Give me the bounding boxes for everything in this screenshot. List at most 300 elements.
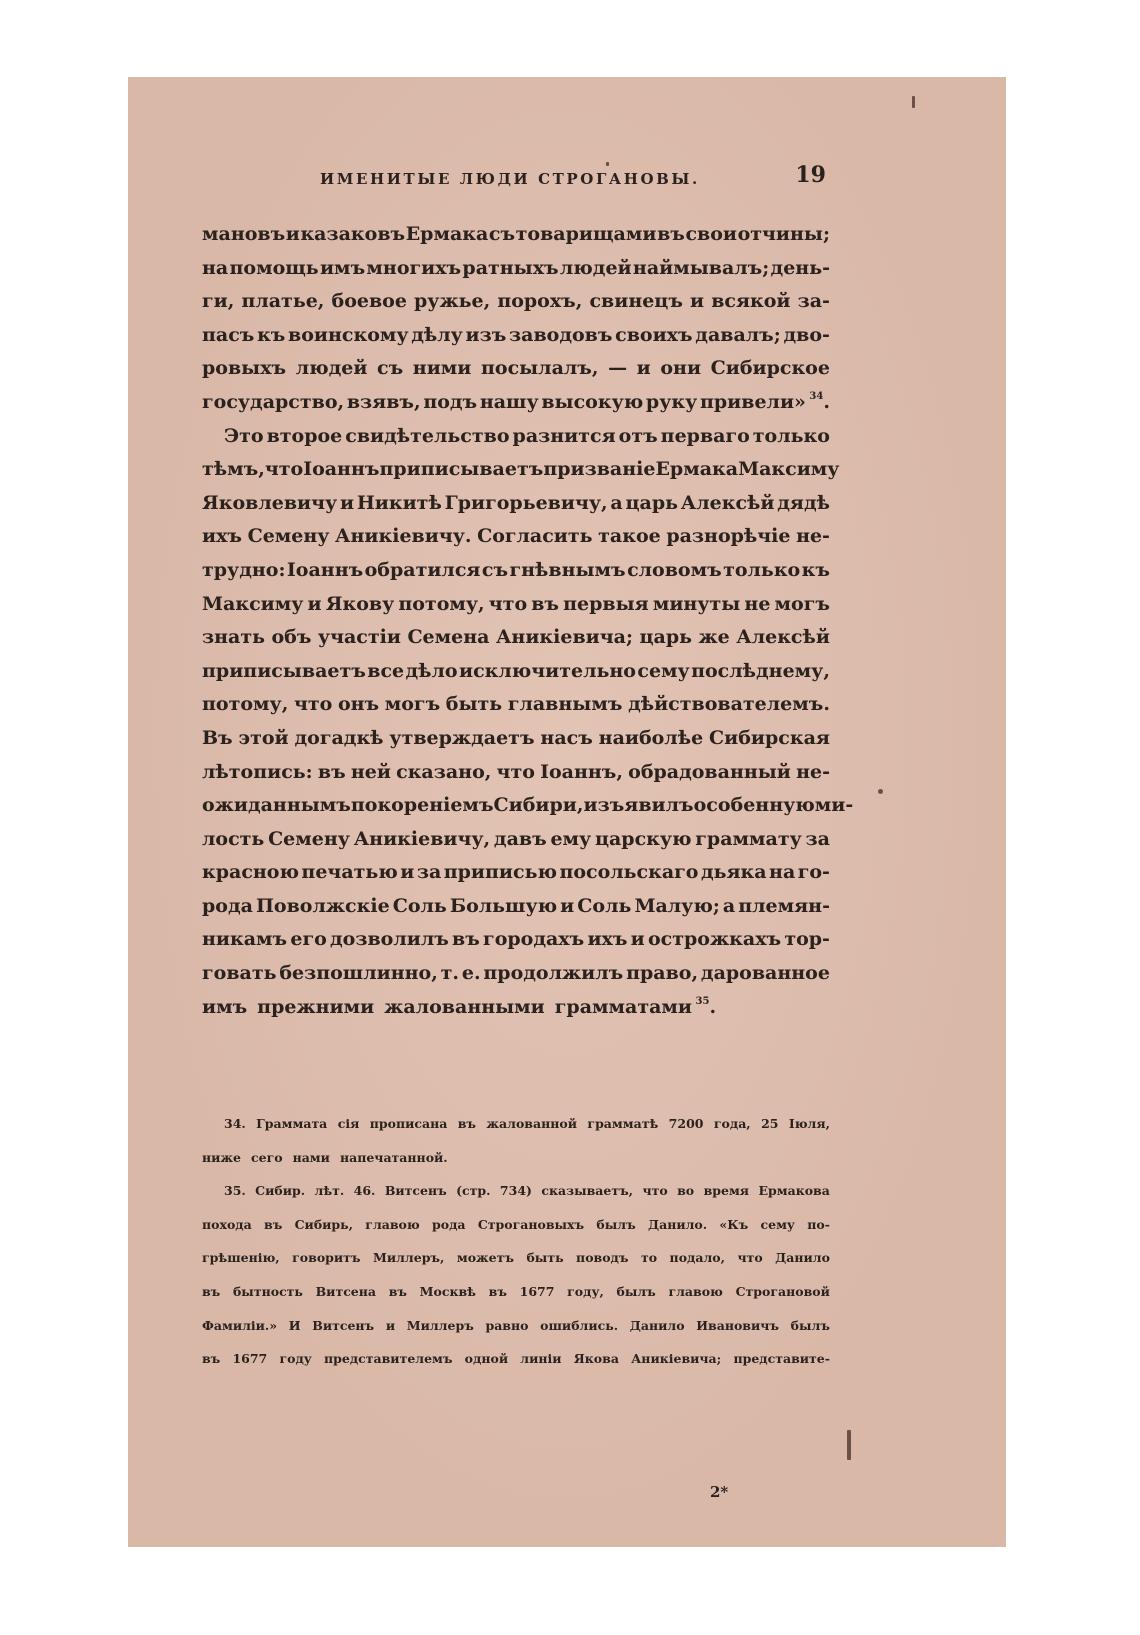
printer-signature: 2* bbox=[710, 1483, 729, 1501]
word: Аникіевичу, bbox=[353, 827, 491, 850]
word: «Къ bbox=[719, 1216, 749, 1232]
word: людей bbox=[559, 256, 632, 279]
word: дядѣ bbox=[777, 491, 830, 514]
word: нашу bbox=[479, 390, 539, 413]
word: воинскому bbox=[288, 323, 409, 346]
word: Аникіевича; bbox=[495, 626, 633, 649]
word: Ивановичъ bbox=[696, 1317, 779, 1333]
word: Максиму bbox=[738, 458, 840, 481]
word: трудно: bbox=[202, 558, 286, 581]
word: въ bbox=[452, 928, 480, 951]
word: подало, bbox=[669, 1250, 725, 1266]
word: по- bbox=[807, 1216, 830, 1232]
body-line bbox=[202, 789, 854, 823]
word: Данило bbox=[775, 1250, 830, 1266]
word: съ bbox=[377, 357, 404, 380]
word: ружье, bbox=[414, 290, 491, 313]
running-title: ИМЕНИТЫЕ ЛЮДИ СТРОГАНОВЫ. bbox=[320, 170, 700, 188]
word: городахъ bbox=[483, 928, 585, 951]
word: дѣйствователемъ. bbox=[628, 693, 830, 716]
word: Данило bbox=[629, 1317, 685, 1333]
word: изъявилъ bbox=[583, 794, 694, 817]
word: дозволилъ bbox=[330, 928, 449, 951]
word: лость bbox=[202, 827, 265, 850]
word: Миллеръ bbox=[406, 1317, 474, 1333]
word: прописана bbox=[369, 1116, 448, 1131]
word: въ bbox=[202, 1351, 221, 1367]
body-line bbox=[202, 453, 840, 487]
word: ратныхъ bbox=[462, 256, 559, 279]
word: свинецъ bbox=[589, 290, 683, 313]
word: въ bbox=[531, 592, 560, 615]
word: Никитѣ bbox=[356, 491, 442, 514]
word: напечатанной. bbox=[339, 1149, 448, 1165]
word: ней bbox=[350, 760, 391, 783]
word: Миллеръ, bbox=[373, 1250, 445, 1266]
word: 25 bbox=[761, 1116, 779, 1131]
word: острожкахъ bbox=[648, 928, 782, 951]
body-line bbox=[202, 420, 830, 454]
word: изъ bbox=[465, 323, 507, 346]
word: ему bbox=[550, 827, 592, 850]
word: въ bbox=[388, 1283, 407, 1299]
word: Максиму bbox=[202, 592, 304, 615]
word: граммату bbox=[695, 827, 802, 850]
word: участіи bbox=[317, 626, 401, 649]
word: 34. bbox=[224, 1116, 246, 1131]
word: могъ bbox=[774, 592, 830, 615]
word: не- bbox=[796, 760, 830, 783]
word: что bbox=[293, 693, 333, 716]
footnote-ref: 34 bbox=[805, 390, 824, 402]
word: день- bbox=[770, 256, 830, 279]
word: ги, bbox=[202, 290, 235, 313]
main-text bbox=[202, 218, 854, 1024]
word: во bbox=[677, 1183, 695, 1199]
word: линіи bbox=[520, 1351, 562, 1367]
scan-speck bbox=[878, 789, 883, 794]
word: рода bbox=[202, 894, 253, 917]
word: Это bbox=[224, 424, 264, 447]
word: Іоаннъ bbox=[303, 458, 380, 481]
word: ними bbox=[412, 357, 472, 380]
word: привели» $^{34}$. bbox=[699, 390, 830, 413]
word: могъ bbox=[384, 693, 441, 716]
word: главою bbox=[668, 1283, 723, 1299]
word: къ bbox=[801, 558, 830, 581]
word: Іоаннъ bbox=[286, 558, 364, 581]
word: разнится bbox=[512, 424, 616, 447]
word: давалъ; bbox=[695, 323, 781, 346]
word: никамъ bbox=[202, 928, 288, 951]
word: не bbox=[744, 592, 771, 615]
word: Москвѣ bbox=[419, 1283, 476, 1299]
word: все bbox=[367, 659, 405, 682]
word: быть bbox=[445, 693, 503, 716]
word: порохъ, bbox=[497, 290, 583, 313]
word: на bbox=[202, 256, 229, 279]
word: равно bbox=[485, 1317, 529, 1333]
word: Сибир. bbox=[255, 1183, 306, 1199]
word: въ bbox=[488, 1283, 507, 1299]
word: казаковъ bbox=[300, 223, 406, 245]
word: отчины; bbox=[737, 223, 830, 245]
word: онъ bbox=[337, 693, 380, 716]
word: Якову bbox=[325, 592, 395, 615]
word: не- bbox=[796, 525, 830, 548]
word: 35. bbox=[224, 1183, 246, 1199]
word: году bbox=[279, 1351, 312, 1367]
word: всякой bbox=[711, 290, 791, 313]
word: рода bbox=[432, 1216, 466, 1232]
word: имъ bbox=[202, 995, 248, 1018]
footnote-line bbox=[202, 1244, 830, 1278]
word: приписываетъ bbox=[379, 458, 544, 481]
word: похода bbox=[202, 1216, 252, 1232]
word: можетъ bbox=[456, 1250, 514, 1266]
word: призваніе bbox=[543, 458, 656, 481]
word: царскую bbox=[594, 827, 692, 850]
word: Соль bbox=[577, 894, 632, 917]
word: утверждаетъ bbox=[389, 726, 535, 749]
word: Большую bbox=[449, 894, 558, 917]
word: въ bbox=[317, 760, 346, 783]
word: только bbox=[723, 558, 801, 581]
word: что bbox=[488, 592, 528, 615]
word: Данило. bbox=[647, 1216, 708, 1232]
word: подъ bbox=[423, 390, 478, 413]
footnote-ref: 35 bbox=[692, 995, 710, 1007]
word: говоритъ bbox=[292, 1250, 361, 1266]
word: только bbox=[752, 424, 830, 447]
word: го- bbox=[797, 861, 830, 884]
word: царь bbox=[639, 626, 692, 649]
word: наиболѣе bbox=[598, 726, 704, 749]
word: и bbox=[560, 894, 575, 917]
body-line bbox=[202, 487, 830, 521]
page-header bbox=[200, 162, 830, 202]
word: ровыхъ bbox=[202, 357, 287, 380]
word: Алексѣй bbox=[680, 491, 775, 514]
word: одной bbox=[464, 1351, 509, 1367]
word: сія bbox=[337, 1116, 360, 1131]
word: племян- bbox=[738, 894, 830, 917]
body-line bbox=[202, 554, 830, 588]
word: Іюля, bbox=[788, 1116, 830, 1131]
word: году, bbox=[567, 1283, 604, 1299]
word: платье, bbox=[241, 290, 325, 313]
word: время bbox=[703, 1183, 750, 1199]
word: — bbox=[608, 357, 628, 380]
word: Якова bbox=[573, 1351, 619, 1367]
word: Поволжскіе bbox=[255, 894, 390, 917]
word: къ bbox=[257, 323, 286, 346]
word: 1677 bbox=[232, 1351, 268, 1367]
word: года, bbox=[713, 1116, 751, 1131]
word: Витсенъ bbox=[312, 1317, 375, 1333]
word: лѣтопись: bbox=[202, 760, 313, 783]
body-line bbox=[202, 285, 830, 319]
word: сказано, bbox=[396, 760, 492, 783]
word: исключительно bbox=[458, 659, 636, 682]
word: Семена bbox=[407, 626, 490, 649]
word: отъ bbox=[618, 424, 658, 447]
word: боевое bbox=[331, 290, 407, 313]
word: помощь bbox=[229, 256, 319, 279]
word: и bbox=[285, 223, 300, 245]
word: право, bbox=[626, 962, 699, 985]
word: Соль bbox=[392, 894, 447, 917]
word: и bbox=[636, 357, 651, 380]
word: они bbox=[660, 357, 702, 380]
word: Малую; bbox=[634, 894, 720, 917]
word: наймывалъ; bbox=[632, 256, 770, 279]
word: 734) bbox=[499, 1183, 532, 1199]
word: за bbox=[416, 861, 442, 884]
body-line bbox=[202, 688, 830, 722]
word: Алексѣй bbox=[736, 626, 830, 649]
word: грѣшенію, bbox=[202, 1250, 280, 1266]
word: мановъ bbox=[202, 223, 286, 245]
word: минуты bbox=[652, 592, 741, 615]
word: грамматами $^{35}$. bbox=[554, 995, 717, 1018]
word: Строгановыхъ bbox=[477, 1216, 585, 1232]
footnote-line bbox=[202, 1144, 830, 1178]
word: т. bbox=[440, 962, 460, 985]
word: продолжилъ bbox=[483, 962, 624, 985]
word: на bbox=[769, 861, 796, 884]
word: своихъ bbox=[615, 323, 693, 346]
word: Витсенъ bbox=[384, 1183, 447, 1199]
word: то bbox=[640, 1250, 658, 1266]
body-line bbox=[202, 890, 830, 924]
word: говать bbox=[202, 962, 277, 985]
word: такое bbox=[598, 525, 661, 548]
word: главнымъ bbox=[507, 693, 623, 716]
word: а bbox=[610, 491, 623, 514]
word: печатью bbox=[301, 861, 398, 884]
word: ошиблись. bbox=[540, 1317, 619, 1333]
word: приписью bbox=[443, 861, 557, 884]
word: И bbox=[288, 1317, 301, 1333]
body-line bbox=[202, 823, 830, 857]
word: догадкѣ bbox=[294, 726, 384, 749]
word: сему bbox=[760, 1216, 795, 1232]
word: былъ bbox=[596, 1216, 636, 1232]
word: ниже bbox=[202, 1149, 241, 1165]
word: посылалъ, bbox=[480, 357, 599, 380]
word: дѣлу bbox=[411, 323, 463, 346]
footnotes bbox=[202, 1110, 830, 1379]
word: въ bbox=[457, 1116, 477, 1131]
word: сказываетъ, bbox=[541, 1183, 634, 1199]
word: и bbox=[307, 592, 322, 615]
word: нами bbox=[292, 1149, 330, 1165]
word: первыя bbox=[563, 592, 649, 615]
footnote-line bbox=[202, 1312, 830, 1346]
word: его bbox=[290, 928, 327, 951]
word: перваго bbox=[660, 424, 750, 447]
word: дарованное bbox=[700, 962, 830, 985]
word: въ bbox=[202, 1283, 221, 1299]
word: дѣло bbox=[405, 659, 458, 682]
word: е. bbox=[461, 962, 481, 985]
word: покореніемъ bbox=[350, 794, 494, 817]
body-line bbox=[202, 252, 830, 286]
word: красною bbox=[202, 861, 299, 884]
word: и bbox=[400, 861, 415, 884]
word: 7200 bbox=[668, 1116, 704, 1131]
word: Въ bbox=[202, 726, 233, 749]
word: товарищами bbox=[515, 223, 657, 245]
word: Сибири, bbox=[493, 794, 584, 817]
word: Согласить bbox=[477, 525, 593, 548]
word: съ bbox=[481, 558, 509, 581]
word: насъ bbox=[540, 726, 593, 749]
word: государство, bbox=[202, 390, 345, 413]
footnote-line bbox=[202, 1211, 830, 1245]
word: Григорьевичу, bbox=[444, 491, 608, 514]
word: пасъ bbox=[202, 323, 255, 346]
word: Іоаннъ, bbox=[540, 760, 623, 783]
word: тор- bbox=[784, 928, 830, 951]
body-line bbox=[202, 756, 830, 790]
body-line bbox=[202, 386, 830, 420]
word: что bbox=[642, 1183, 668, 1199]
word: Яковлевичу bbox=[202, 491, 338, 514]
word: представите- bbox=[733, 1351, 830, 1367]
word: Семену bbox=[247, 525, 330, 548]
body-line bbox=[202, 856, 830, 890]
word: поводъ bbox=[576, 1250, 629, 1266]
word: разнорѣчіе bbox=[666, 525, 791, 548]
word: въ bbox=[657, 223, 685, 245]
word: 46. bbox=[353, 1183, 376, 1199]
word: 1677 bbox=[519, 1283, 555, 1299]
body-line bbox=[202, 520, 830, 554]
word: свои bbox=[685, 223, 737, 245]
word: обратился bbox=[364, 558, 481, 581]
word: жалованной bbox=[486, 1116, 577, 1131]
word: а bbox=[722, 894, 736, 917]
word: посольскаго bbox=[559, 861, 699, 884]
word: имъ bbox=[319, 256, 366, 279]
word: Аникіевича; bbox=[631, 1351, 722, 1367]
word: Сибирская bbox=[709, 726, 830, 749]
word: что bbox=[264, 458, 304, 481]
word: Ермака bbox=[405, 223, 489, 245]
word: знать bbox=[202, 626, 266, 649]
word: и bbox=[385, 1317, 396, 1333]
page-number: 19 bbox=[795, 162, 826, 188]
footnote-line bbox=[202, 1345, 830, 1379]
word: ихъ bbox=[587, 928, 628, 951]
word: Семену bbox=[268, 827, 350, 850]
word: за bbox=[805, 827, 830, 850]
word: Граммата bbox=[256, 1116, 328, 1131]
word: руку bbox=[645, 390, 698, 413]
word: Сибирское bbox=[710, 357, 830, 380]
word: Ермака bbox=[655, 458, 739, 481]
scan-speck bbox=[847, 1430, 851, 1460]
word: давъ bbox=[493, 827, 547, 850]
word: обрадованный bbox=[628, 760, 791, 783]
footnote-line bbox=[202, 1278, 830, 1312]
word: Строгановой bbox=[735, 1283, 830, 1299]
word: ми- bbox=[814, 794, 854, 817]
word: что bbox=[737, 1250, 763, 1266]
footnote-line bbox=[202, 1177, 830, 1211]
word: безпошлинно, bbox=[279, 962, 438, 985]
word: ожиданнымъ bbox=[202, 794, 351, 817]
body-line bbox=[202, 319, 830, 353]
word: заводовъ bbox=[509, 323, 613, 346]
word: потому, bbox=[398, 592, 485, 615]
word: бытность bbox=[232, 1283, 303, 1299]
word: и bbox=[690, 290, 705, 313]
word: тѣмъ, bbox=[202, 458, 265, 481]
body-line bbox=[202, 923, 830, 957]
word: Фамиліи.» bbox=[202, 1317, 278, 1333]
word: царь bbox=[625, 491, 679, 514]
body-line bbox=[202, 352, 830, 386]
word: же bbox=[698, 626, 730, 649]
word: въ bbox=[264, 1216, 283, 1232]
word: за- bbox=[797, 290, 830, 313]
word: быть bbox=[526, 1250, 564, 1266]
word: словомъ bbox=[627, 558, 722, 581]
word: особенную bbox=[693, 794, 815, 817]
word: взявъ, bbox=[346, 390, 421, 413]
word: прежними bbox=[257, 995, 375, 1018]
word: людей bbox=[295, 357, 368, 380]
body-line bbox=[202, 218, 830, 252]
body-line bbox=[202, 588, 830, 622]
word: главою bbox=[365, 1216, 420, 1232]
word: этой bbox=[238, 726, 289, 749]
body-line bbox=[202, 722, 830, 756]
word: приписываетъ bbox=[202, 659, 366, 682]
body-line bbox=[202, 991, 830, 1025]
word: ихъ bbox=[202, 525, 242, 548]
word: Сибирь, bbox=[294, 1216, 353, 1232]
word: что bbox=[496, 760, 535, 783]
word: объ bbox=[271, 626, 312, 649]
word: дво- bbox=[783, 323, 830, 346]
word: сему bbox=[637, 659, 690, 682]
word: Витсена bbox=[315, 1283, 377, 1299]
word: представителемъ bbox=[323, 1351, 453, 1367]
word: второе bbox=[266, 424, 343, 447]
word: жалованными bbox=[384, 995, 545, 1018]
word: дьяка bbox=[700, 861, 767, 884]
word: былъ bbox=[790, 1317, 830, 1333]
word: сего bbox=[251, 1149, 283, 1165]
word: потому, bbox=[202, 693, 289, 716]
word: съ bbox=[488, 223, 516, 245]
word: гнѣвнымъ bbox=[509, 558, 626, 581]
word: Ермакова bbox=[758, 1183, 830, 1199]
scan-speck bbox=[912, 96, 915, 108]
word: грамматѣ bbox=[587, 1116, 659, 1131]
word: Аникіевичу. bbox=[335, 525, 472, 548]
word: лѣт. bbox=[314, 1183, 345, 1199]
word: и bbox=[630, 928, 645, 951]
footnote-line bbox=[202, 1110, 830, 1144]
word: высокую bbox=[541, 390, 644, 413]
word: и bbox=[339, 491, 355, 514]
body-line bbox=[202, 655, 830, 689]
